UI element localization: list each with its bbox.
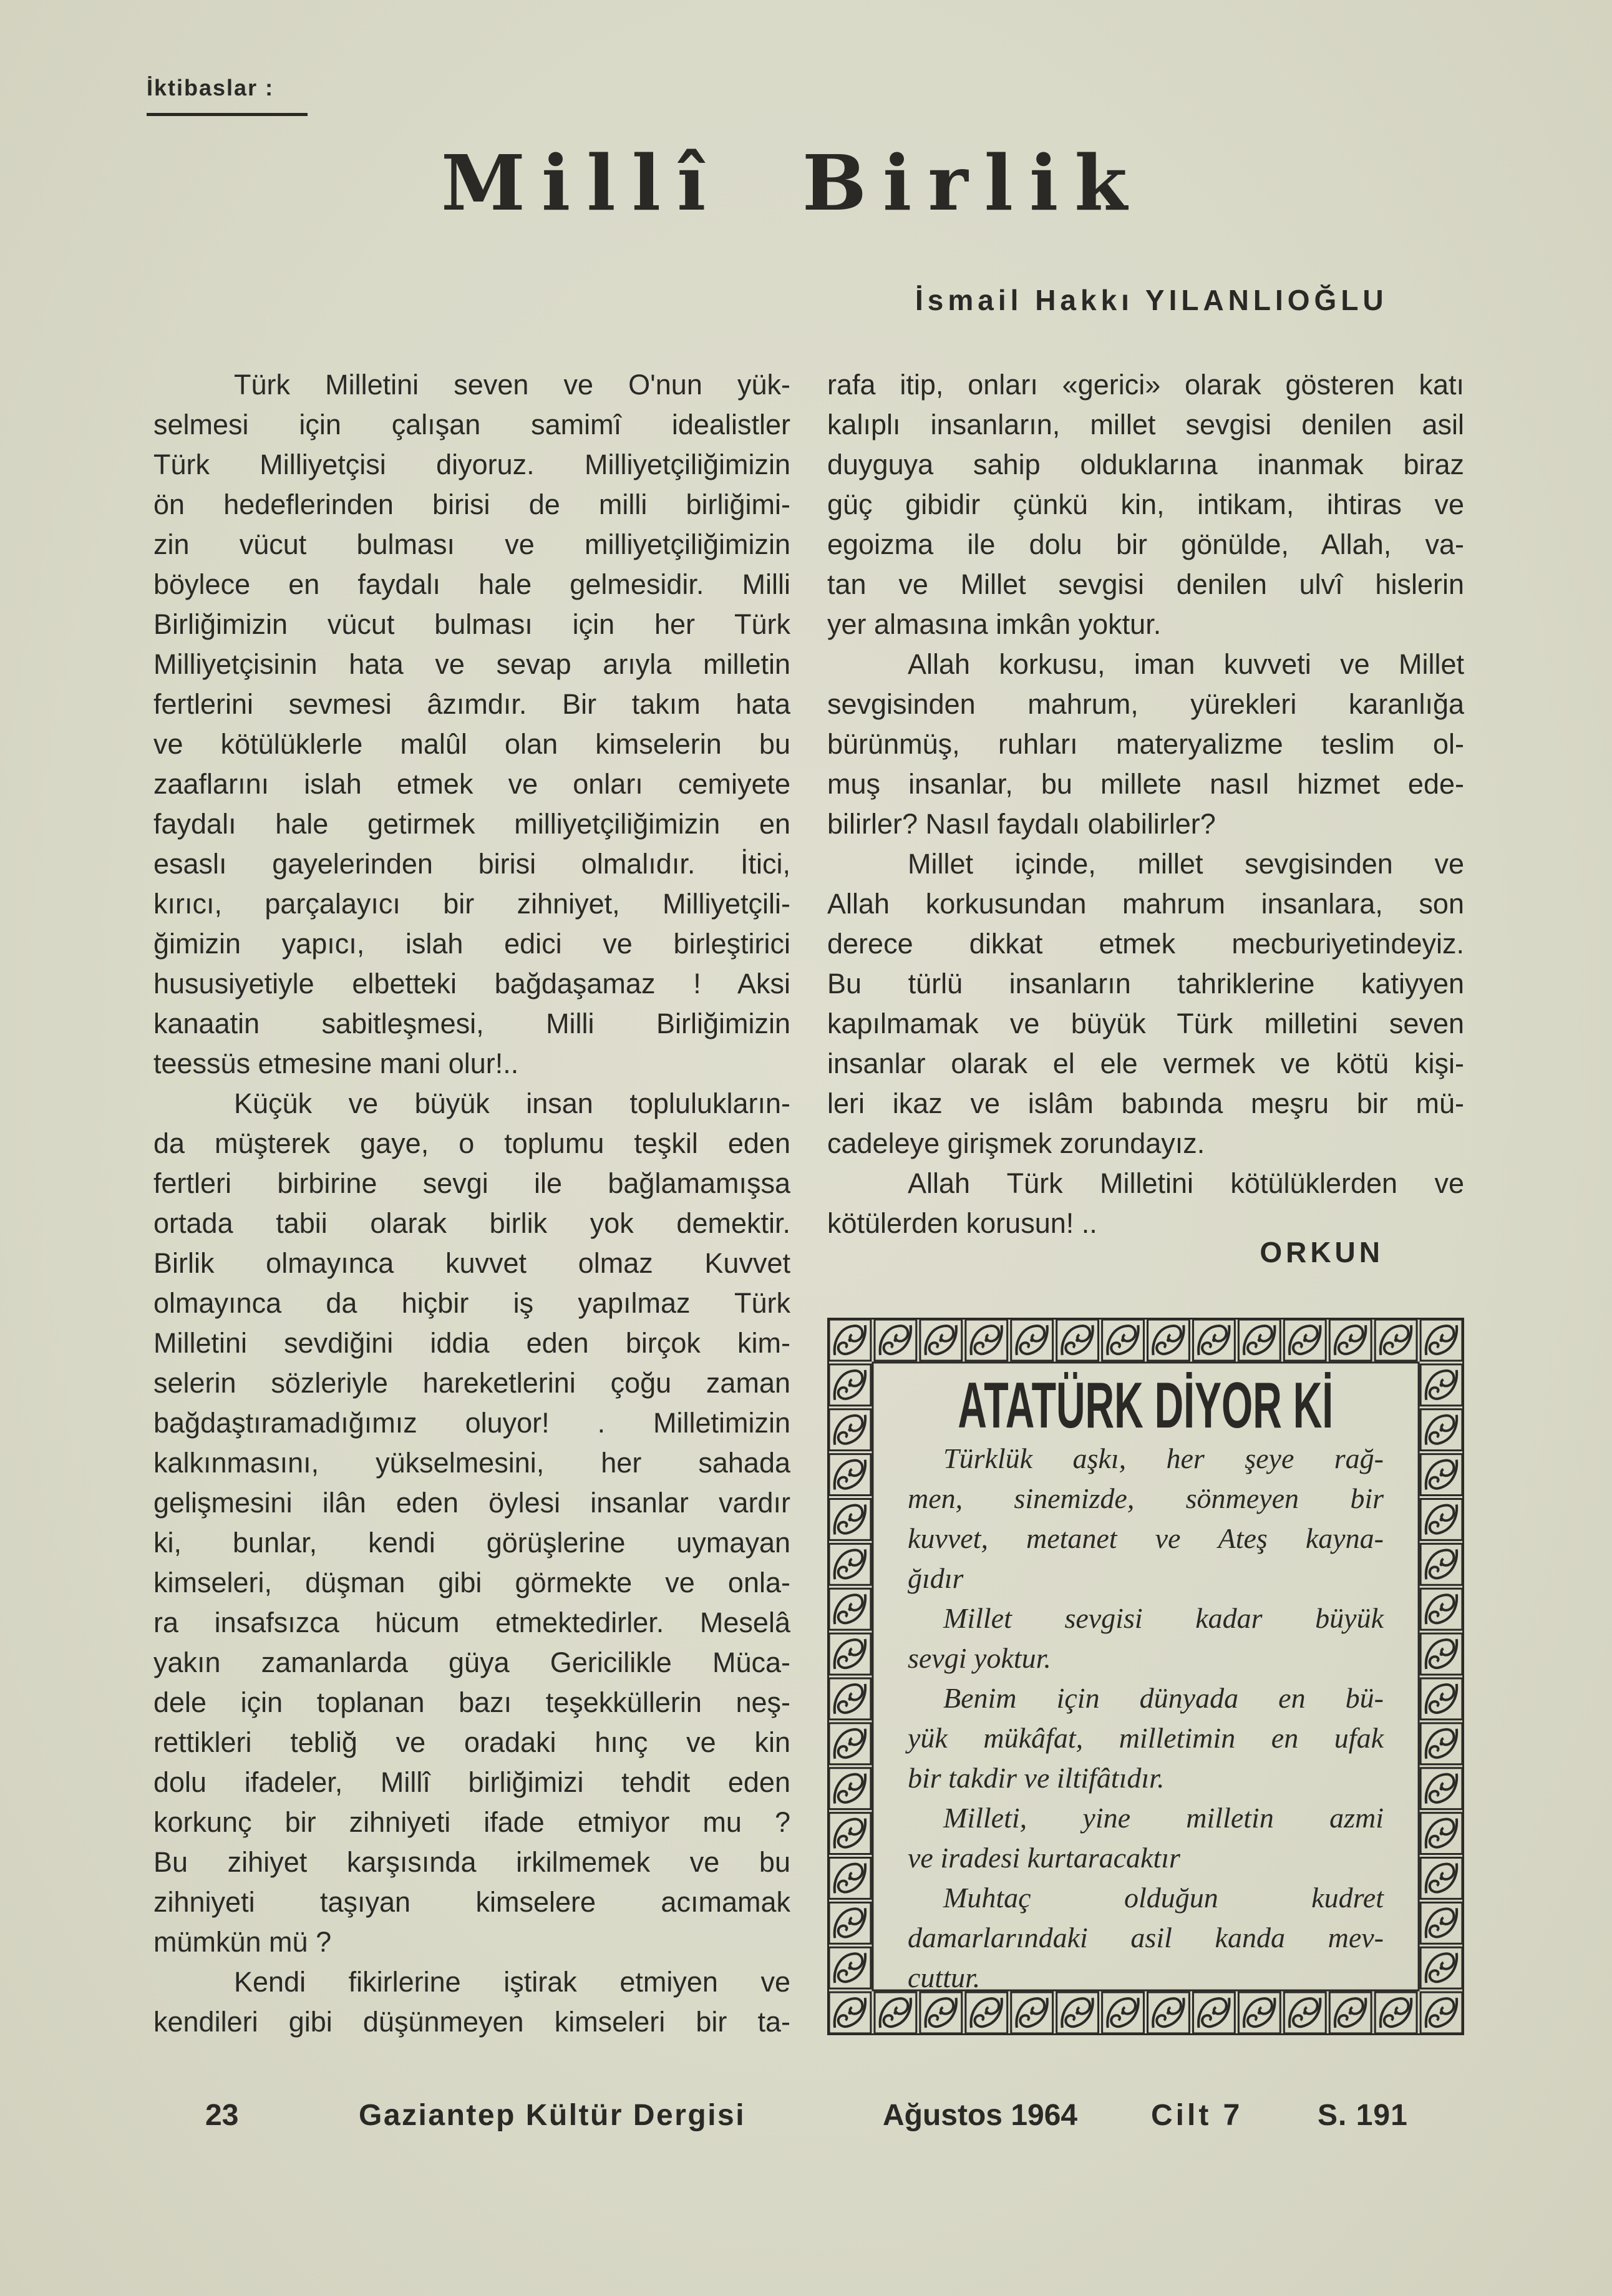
footer-volume: Cilt 7 [1151,2099,1243,2132]
article-text-line: faydalı hale getirmek milliyetçiliğimizin en [153,808,790,840]
footer-page-number: 23 [205,2099,239,2132]
article-text-line: hususiyetiyle elbetteki bağdaşamaz ! Aksi [153,968,790,1000]
quote-text-line: sevgi yoktur. [908,1642,1051,1674]
article-text-line: rettikleri tebliğ ve oradaki hınç ve kin [153,1726,790,1758]
article-text-line: güç gibidir çünkü kin, intikam, ihtiras ve [827,489,1464,520]
quote-text-line: kuvvet, metanet ve Ateş kayna- [908,1522,1384,1554]
article-text-line: muş insanlar, bu millete nasıl hizmet ede- [827,768,1464,800]
article-text-line: Birliğimizin vücut bulması için her Türk [153,608,790,640]
quote-text-line: Milleti, yine milletin azmi [943,1802,1384,1834]
article-left-column [153,365,790,2042]
article-text-line: fertlerini sevmesi âzımdır. Bir takım hata [153,688,790,720]
article-text-line: bağdaştıramadığımız oluyor! . Milletimizin [153,1407,790,1439]
section-label-underline [147,113,308,116]
article-text-line: derece dikkat etmek mecburiyetindeyiz. [827,928,1464,960]
article-text-line: da müşterek gaye, o toplumu teşkil eden [153,1127,790,1159]
article-text-line: fertleri birbirine sevgi ile bağlamamışsa [153,1167,790,1199]
article-author: İsmail Hakkı YILANLIOĞLU [915,284,1388,316]
article-text-line: ki, bunlar, kendi görüşlerine uymayan [153,1527,790,1559]
article-text-line: yakın zamanlarda güya Gericilikle Müca- [153,1647,790,1678]
quote-text-line: yük mükâfat, milletimin en ufak [908,1722,1384,1754]
quote-box [827,1318,1464,2035]
article-text-line: ra insafsızca hücum etmektedirler. Meselâ [153,1607,790,1638]
article-text-line: Bu türlü insanların tahriklerine katiyyen [827,968,1464,1000]
article-text-line: Allah korkusundan mahrum insanlara, son [827,888,1464,920]
quote-text-line: Türklük aşkı, her şeye rağ- [943,1442,1384,1474]
article-text-line: egoizma ile dolu bir gönülde, Allah, va- [827,528,1464,560]
article-text-line: kimseleri, düşman gibi görmekte ve onla- [153,1567,790,1598]
article-signature: ORKUN [1260,1236,1384,1268]
article-text-line: rafa itip, onları «gerici» olarak gösteren katı [827,369,1464,401]
article-text-line: kanaatin sabitleşmesi, Milli Birliğimizin [153,1008,790,1039]
article-text-line: zaaflarını islah etmek ve onları cemiyete [153,768,790,800]
quote-box-text [908,1439,1384,1998]
article-text-line: korkunç bir zihniyeti ifade etmiyor mu ? [153,1806,790,1838]
quote-text-line: ğıdır [908,1562,964,1594]
article-text-line: kötülerden korusun! .. [827,1207,1097,1239]
article-text-line: Allah Türk Milletini kötülüklerden ve [908,1167,1464,1199]
section-label: İktibaslar : [147,75,274,100]
article-text-line: bilirler? Nasıl faydalı olabilirler? [827,808,1216,840]
article-text-line: kırıcı, parçalayıcı bir zihniyet, Milliyetçili- [153,888,790,920]
article-text-line: tan ve Millet sevgisi denilen ulvî hislerin [827,568,1464,600]
article-text-line: Birlik olmayınca kuvvet olmaz Kuvvet [153,1247,790,1279]
footer-issue: S. 191 [1318,2099,1408,2132]
article-text-line: Kendi fikirlerine iştirak etmiyen ve [234,1966,790,1998]
article-text-line: Türk Milletini seven ve O'nun yük- [234,369,790,401]
article-text-line: Türk Milliyetçisi diyoruz. Milliyetçiliğimizin [153,449,790,480]
article-text-line: Küçük ve büyük insan toplulukların- [234,1087,790,1119]
article-text-line: Bu zihiyet karşısında irkilmemek ve bu [153,1846,790,1878]
article-text-line: teessüs etmesine mani olur!.. [153,1048,519,1079]
article-text-line: Allah korkusu, iman kuvveti ve Millet [908,648,1464,680]
article-text-line: duyguya sahip olduklarına inanmak biraz [827,449,1464,480]
quote-box-heading-text: ATATÜRK DİYOR Kİ [958,1369,1334,1442]
quote-text-line: Benim için dünyada en bü- [943,1682,1384,1714]
article-text-line: kalıplı insanların, millet sevgisi denilen asil [827,409,1464,440]
article-text-line: kalkınmasını, yükselmesini, her sahada [153,1447,790,1479]
article-text-line: Milliyetçisinin hata ve sevap arıyla milletin [153,648,790,680]
article-text-line: böylece en faydalı hale gelmesidir. Milli [153,568,790,600]
article-right-column [827,365,1464,1243]
article-text-line: sevgisinden mahrum, yürekleri karanlığa [827,688,1464,720]
quote-text-line: bir takdir ve iltifâtıdır. [908,1762,1165,1794]
quote-text-line: cuttur. [908,1962,981,1993]
footer-publication: Gaziantep Kültür Dergisi [359,2099,746,2132]
article-text-line: kapılmamak ve büyük Türk milletini seven [827,1008,1464,1039]
quote-text-line: men, sinemizde, sönmeyen bir [908,1482,1384,1514]
article-text-line: insanlar olarak el ele vermek ve kötü kişi- [827,1048,1464,1079]
article-text-line: Milletini sevdiğini iddia eden birçok kim- [153,1327,790,1359]
quote-text-line: ve iradesi kurtaracaktır [908,1842,1180,1874]
quote-text-line: damarlarındaki asil kanda mev- [908,1922,1384,1953]
quote-box-heading [827,1371,1464,1440]
article-text-line: Millet içinde, millet sevgisinden ve [908,848,1464,880]
article-text-line: kendileri gibi düşünmeyen kimseleri bir ta- [153,2006,790,2038]
article-text-line: ön hedeflerinden birisi de milli birliğimi- [153,489,790,520]
article-text-line: ve kötülüklerle malûl olan kimselerin bu [153,728,790,760]
article-text-line: zihniyeti taşıyan kimselere acımamak [153,1886,790,1918]
article-text-line: zin vücut bulması ve milliyetçiliğimizin [153,528,790,560]
article-text-line: yer almasına imkân yoktur. [827,608,1162,640]
article-text-line: ortada tabii olarak birlik yok demektir. [153,1207,790,1239]
article-text-line: dele için toplanan bazı teşekküllerin neş- [153,1686,790,1718]
article-text-line: cadeleye girişmek zorundayız. [827,1127,1205,1159]
article-title: Millî Birlik [441,138,1143,228]
article-text-line: leri ikaz ve islâm babında meşru bir mü- [827,1087,1464,1119]
article-text-line: dolu ifadeler, Millî birliğimizi tehdit eden [153,1766,790,1798]
quote-text-line: Millet sevgisi kadar büyük [943,1602,1384,1634]
article-text-line: esaslı gayelerinden birisi olmalıdır. İtici, [153,848,790,880]
article-text-line: mümkün mü ? [153,1926,332,1958]
article-text-line: gelişmesini ilân eden öylesi insanlar vardır [153,1487,790,1519]
article-text-line: selmesi için çalışan samimî idealistler [153,409,790,440]
footer-date: Ağustos 1964 [883,2099,1078,2132]
article-text-line: ğimizin yapıcı, islah edici ve birleştirici [153,928,790,960]
article-text-line: selerin sözleriyle hareketlerini çoğu zaman [153,1367,790,1399]
article-text-line: bürünmüş, ruhları materyalizme teslim ol- [827,728,1464,760]
article-text-line: olmayınca da hiçbir iş yapılmaz Türk [153,1287,790,1319]
quote-text-line: Muhtaç olduğun kudret [943,1882,1384,1914]
